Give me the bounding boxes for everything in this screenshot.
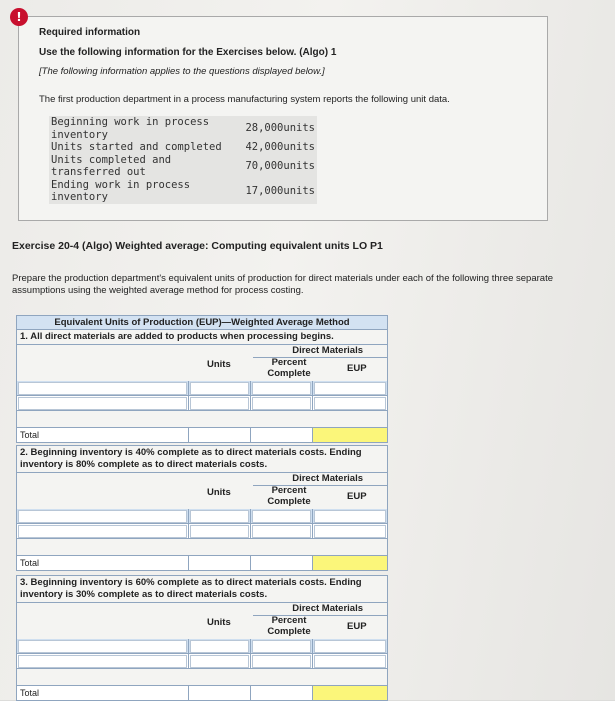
info-note: [The following information applies to the questions displayed below.] [39, 66, 325, 77]
percent-input[interactable] [252, 655, 311, 668]
table-row [16, 396, 388, 411]
total-eup-input[interactable] [313, 556, 387, 570]
eup-input[interactable] [314, 510, 386, 523]
exercise-title: Exercise 20-4 (Algo) Weighted average: Computing equivalent units LO P1 [12, 240, 383, 252]
alert-icon: ! [10, 8, 28, 26]
percent-input[interactable] [252, 510, 311, 523]
percent-input[interactable] [252, 525, 311, 538]
total-label: Total [17, 556, 189, 570]
col-eup: EUP [347, 621, 367, 632]
units-input[interactable] [190, 397, 249, 410]
eup-input[interactable] [314, 382, 386, 395]
unit-data-label: Beginning work in process inventory [51, 116, 210, 141]
column-headers [16, 345, 388, 381]
table-condition: 3. Beginning inventory is 60% complete as to direct materials costs. Ending inventory is 30% complete as to direct materials costs. [16, 575, 388, 603]
units-input[interactable] [190, 640, 249, 653]
table-row [16, 509, 388, 524]
unit-data-row [49, 141, 317, 154]
row-label-input[interactable] [18, 525, 187, 538]
col-units: Units [207, 487, 231, 498]
eup-input[interactable] [314, 525, 386, 538]
percent-input[interactable] [252, 397, 311, 410]
units-input[interactable] [190, 382, 249, 395]
col-eup: EUP [347, 491, 367, 502]
unit-data-label: Ending work in process inventory [51, 178, 191, 203]
units-input[interactable] [190, 525, 249, 538]
eup-table-1 [16, 315, 388, 443]
col-group-direct-materials: Direct Materials [292, 473, 363, 484]
column-headers [16, 473, 388, 509]
required-title: Required information [39, 27, 141, 38]
col-units: Units [207, 359, 231, 370]
unit-data-label: Units completed and transferred out [51, 153, 172, 178]
table-row [16, 654, 388, 669]
eup-input[interactable] [314, 397, 386, 410]
total-label: Total [17, 428, 189, 442]
units-input[interactable] [190, 510, 249, 523]
total-row [16, 428, 388, 443]
row-label-input[interactable] [18, 382, 187, 395]
total-row [16, 686, 388, 701]
use-info-line: Use the following information for the Exercises below. (Algo) 1 [39, 47, 337, 58]
table-row [16, 524, 388, 539]
unit-data-row [49, 179, 317, 204]
total-eup-input[interactable] [313, 428, 387, 442]
percent-input[interactable] [252, 382, 311, 395]
unit-data-table [49, 116, 317, 204]
unit-data-value: 70,000units [245, 159, 315, 172]
eup-table-3 [16, 575, 388, 701]
unit-data-value: 28,000units [245, 122, 315, 135]
table-heading: Equivalent Units of Production (EUP)—Weighted Average Method [16, 315, 388, 330]
row-label-input[interactable] [18, 655, 187, 668]
unit-data-row [49, 116, 317, 141]
eup-input[interactable] [314, 655, 386, 668]
col-units: Units [207, 617, 231, 628]
total-label: Total [17, 686, 189, 700]
table-row [16, 639, 388, 654]
unit-data-value: 17,000units [245, 184, 315, 197]
table-condition: 1. All direct materials are added to products when processing begins. [16, 330, 388, 345]
info-intro: The first production department in a process manufacturing system reports the following unit data. [39, 94, 450, 105]
units-input[interactable] [190, 655, 249, 668]
table-condition: 2. Beginning inventory is 40% complete as to direct materials costs. Ending inventory is 80% complete as to direct materials costs. [16, 445, 388, 473]
col-eup: EUP [347, 363, 367, 374]
unit-data-value: 42,000units [245, 141, 315, 153]
col-percent-complete: Percent Complete [267, 485, 311, 507]
table-row [16, 381, 388, 396]
unit-data-row [49, 154, 317, 179]
row-label-input[interactable] [18, 640, 187, 653]
required-information-box [16, 10, 548, 221]
unit-data-label: Units started and completed [51, 141, 222, 153]
total-row [16, 556, 388, 571]
row-label-input[interactable] [18, 397, 187, 410]
percent-input[interactable] [252, 640, 311, 653]
row-label-input[interactable] [18, 510, 187, 523]
col-percent-complete: Percent Complete [267, 615, 311, 637]
eup-input[interactable] [314, 640, 386, 653]
total-eup-input[interactable] [313, 686, 387, 700]
eup-table-2 [16, 445, 388, 571]
col-group-direct-materials: Direct Materials [292, 603, 363, 614]
col-group-direct-materials: Direct Materials [292, 345, 363, 356]
col-percent-complete: Percent Complete [267, 357, 311, 379]
exercise-prompt: Prepare the production department's equivalent units of production for direct materials under each of the following three separate assumptions using the weighted average method for process costing. [12, 273, 553, 296]
column-headers [16, 603, 388, 639]
